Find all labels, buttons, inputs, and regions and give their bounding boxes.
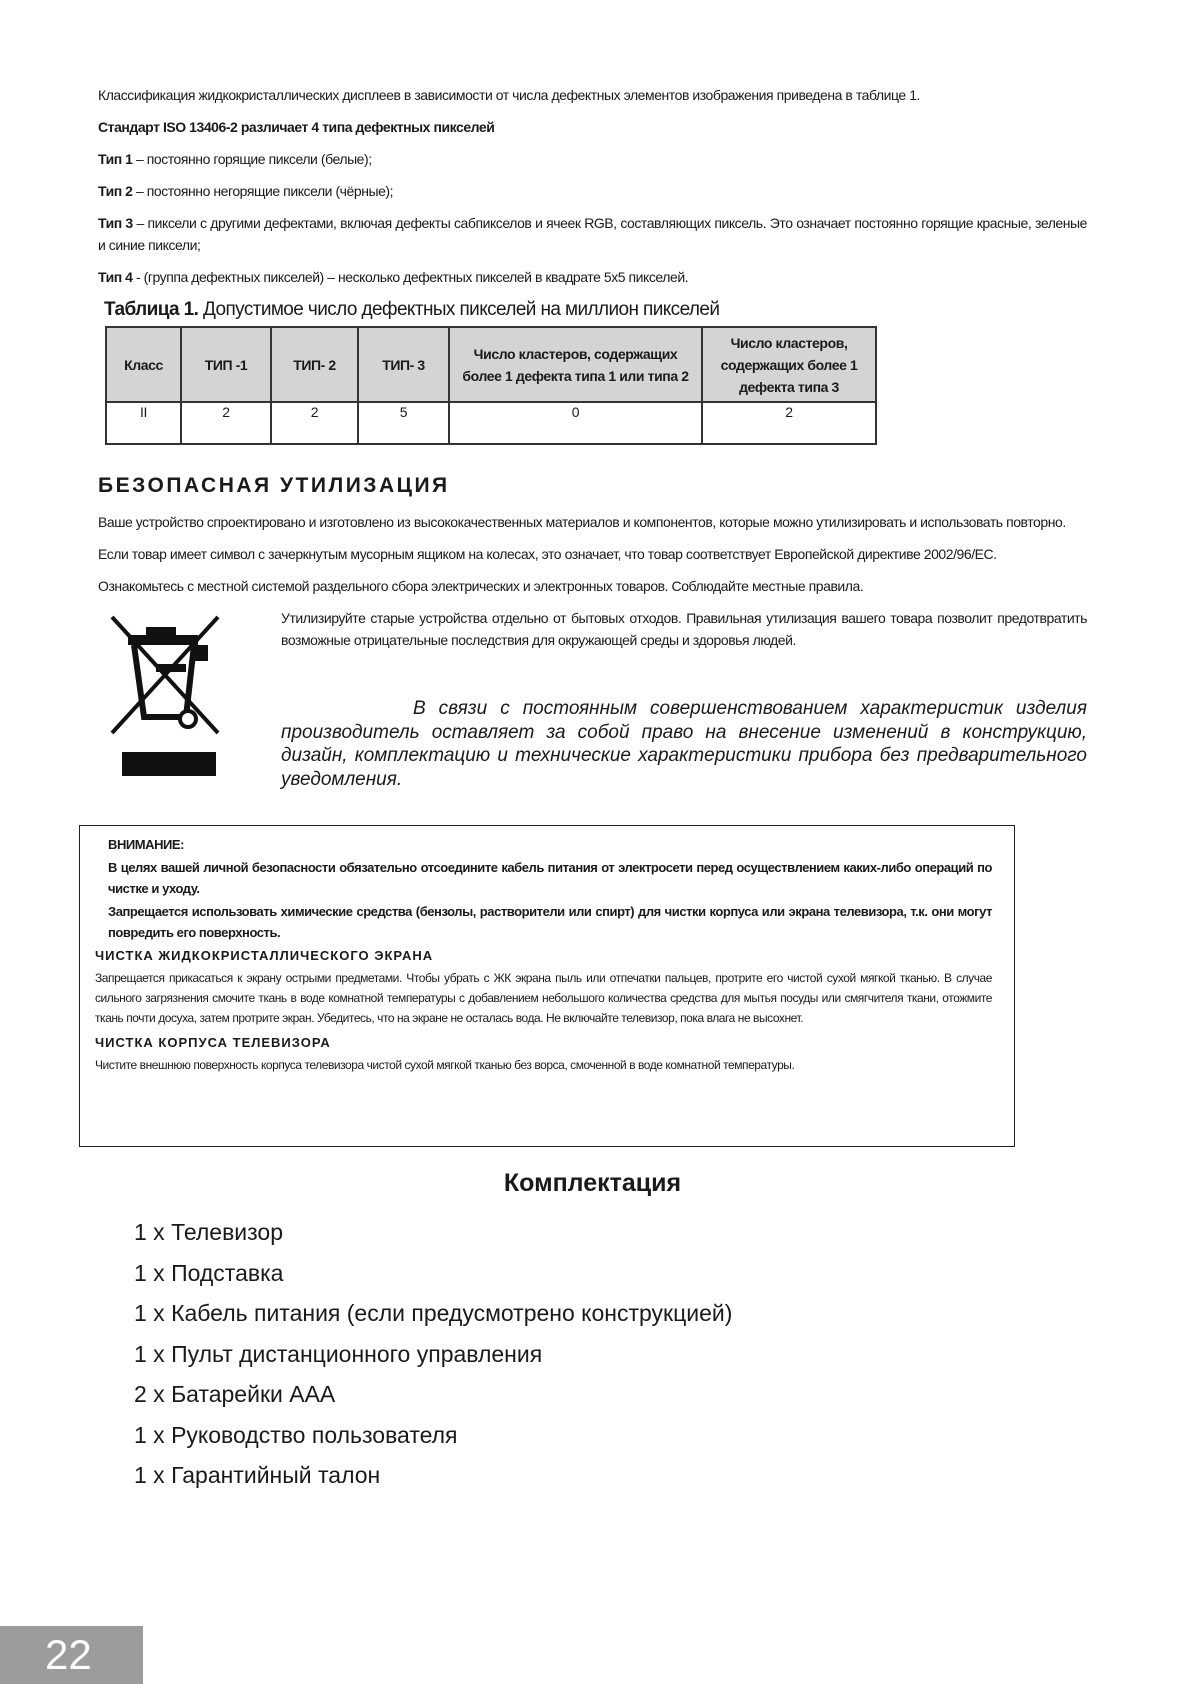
- disposal-symbol-row: [98, 607, 1087, 791]
- warning-text-2a: Запрещается использовать химические средства (бензолы, растворители или спирт) для чистки корпуса или экрана телевизора, т.к. они могут: [108, 904, 992, 919]
- lcd-cleaning-heading: ЧИСТКА ЖИДКОКРИСТАЛЛИЧЕСКОГО ЭКРАНА: [95, 948, 434, 963]
- disposal-p4-text: Утилизируйте старые устройства отдельно от бытовых отходов. Правильная утилизация вашего товара позволит: [281, 610, 993, 626]
- package-title: Комплектация: [503, 1169, 682, 1197]
- header-cell: ТИП- 2: [271, 327, 358, 402]
- header-cell: Число кластеров, содержащих более 1 дефекта типа 1 или типа 2: [449, 327, 702, 402]
- manufacturer-notice: В связи с постоянным совершенствованием характеристик изделия производитель оставляет за собой право на внесение изменений в конструкцию, дизайн, комплектацию и технические характеристики прибора без предварительного уведомления.: [281, 698, 1087, 790]
- cell: 2: [271, 402, 358, 444]
- case-cleaning-text: Чистите внешнюю поверхность корпуса телевизора чистой сухой мягкой тканью без ворса, смоченной в воде комнатной температуры.: [95, 1058, 795, 1072]
- list-item: 1 х Подставка: [134, 1259, 284, 1286]
- list-item: 1 х Пульт дистанционного управления: [134, 1340, 543, 1367]
- header-cell: Класс: [106, 327, 181, 402]
- warning-text-2: [108, 901, 992, 943]
- type-label: Тип 3: [98, 215, 133, 231]
- warning-text-2-cont: повредить его поверхность.: [108, 925, 281, 940]
- disposal-p1-cont: повторно.: [1006, 514, 1066, 530]
- type-text: – пиксели с другими дефектами, включая дефекты сабпикселов и ячеек RGB, составляющих пиксель. Это означает постоянно горящие красные,: [132, 215, 1032, 231]
- lcd-cleaning-text-2: загрязнения смочите ткань в воде комнатной температуры с добавлением небольшого количества средства для мытья посуды или смягчителя ткани, отожмите ткань почти: [95, 991, 992, 1025]
- table-title: [104, 298, 1087, 322]
- list-item: 1 х Кабель питания (если предусмотрено конструкцией): [134, 1300, 733, 1326]
- type-3: [98, 212, 1087, 256]
- cell: 2: [181, 402, 271, 444]
- lcd-cleaning-text-1: Запрещается прикасаться к экрану острыми предметами. Чтобы убрать с ЖК экрана пыль или отпечатки пальцев, протрите его чистой сухой мягкой тканью. В случае сильного: [95, 971, 992, 1005]
- disposal-p4-cont: предотвратить возможные отрицательные последствия для окружающей среды и здоровья людей.: [281, 610, 1087, 648]
- header-cell: ТИП -1: [181, 327, 271, 402]
- type-text: – постоянно горящие пиксели (белые);: [132, 151, 372, 167]
- disposal-p3: Ознакомьтесь с местной системой раздельного сбора электрических и электронных товаров. Соблюдайте местные правила.: [98, 578, 864, 594]
- weee-crossed-bin-icon: [106, 609, 230, 781]
- warning-box: [79, 825, 1015, 1147]
- header-cell: Число кластеров, содержащих более 1 дефекта типа 3: [702, 327, 876, 402]
- disposal-heading: БЕЗОПАСНАЯ УТИЛИЗАЦИЯ: [98, 474, 450, 497]
- cell: 5: [358, 402, 449, 444]
- type-text: - (группа дефектных пикселей) – несколько дефектных пикселей в квадрате 5х5 пикселей.: [132, 269, 689, 285]
- defect-table: [105, 326, 877, 445]
- disposal-p2: Если товар имеет символ с зачеркнутым мусорным ящиком на колесах, это означает, что товар соответствует Европейской директиве 2002/96/ЕС.: [98, 546, 997, 562]
- type-4: [98, 266, 1087, 288]
- type-label: Тип 4: [98, 269, 133, 285]
- page-number: 22: [0, 1626, 143, 1684]
- type-2: [98, 180, 1087, 202]
- page-content: [95, 84, 1087, 1496]
- type-3-cont: зеленые и синие пиксели;: [98, 215, 1087, 253]
- lcd-cleaning-text-3: досуха, затем протрите экран. Убедитесь, что на экране не осталась вода. Не включайте телевизор, пока влага не высохнет.: [158, 1011, 804, 1025]
- type-label: Тип 1: [98, 151, 133, 167]
- table-title-bold: Таблица 1.: [104, 299, 199, 320]
- standard-heading: Стандарт ISO 13406-2 различает 4 типа дефектных пикселей: [98, 119, 495, 135]
- cell: 0: [449, 402, 702, 444]
- warning-text-1a: В целях вашей личной безопасности обязательно отсоедините кабель питания от электросети перед осуществлением каких-либо операций по чистке: [108, 860, 992, 896]
- disposal-p4: [281, 607, 1087, 651]
- type-label: Тип 2: [98, 183, 133, 199]
- package-list: [98, 1212, 1087, 1496]
- list-item: 2 х Батарейки ААА: [134, 1381, 336, 1407]
- cell: 2: [702, 402, 876, 444]
- warning-text-1: [108, 857, 992, 899]
- header-cell: ТИП- 3: [358, 327, 449, 402]
- list-item: 1 х Руководство пользователя: [134, 1421, 458, 1448]
- disposal-p1: [98, 511, 1087, 533]
- type-1: [98, 148, 1087, 170]
- intro-text: Классификация жидкокристаллических дисплеев в зависимости от числа дефектных элементов изображения приведена в таблице 1.: [98, 87, 920, 103]
- case-cleaning-heading: ЧИСТКА КОРПУСА ТЕЛЕВИЗОРА: [95, 1035, 331, 1050]
- type-text: – постоянно негорящие пиксели (чёрные);: [132, 183, 394, 199]
- warning-title: ВНИМАНИЕ:: [108, 837, 185, 852]
- list-item: 1 х Телевизор: [134, 1219, 284, 1245]
- cell: II: [106, 402, 181, 444]
- disposal-text-block: [281, 607, 1087, 791]
- lcd-cleaning-text: [95, 968, 992, 1028]
- list-item: 1 х Гарантийный талон: [134, 1462, 381, 1488]
- table-title-rest: Допустимое число дефектных пикселей на миллион пикселей: [198, 299, 720, 320]
- table-row: [106, 402, 876, 444]
- table-header-row: [106, 327, 876, 402]
- disposal-p1-text: Ваше устройство спроектировано и изготовлено из высококачественных материалов и компонентов, которые можно утилизировать и использовать: [98, 514, 1003, 530]
- warning-text-1-cont: и уходу.: [151, 881, 200, 896]
